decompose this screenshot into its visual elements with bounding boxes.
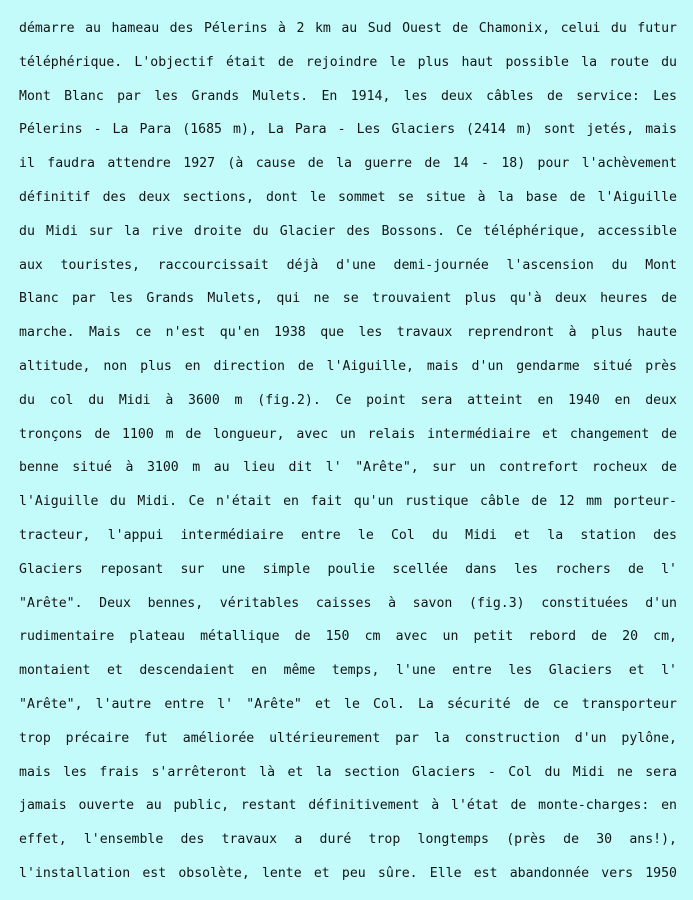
text-line-26: l'installation est obsolète, lente et peu sûre. Elle est abandonnée vers 1950	[19, 865, 677, 881]
text-line-18: "Arête". Deux bennes, véritables caisses à savon (fig.3) constituées d'un	[19, 595, 677, 611]
text-line-14: benne situé à 3100 m au lieu dit l' "Arête", sur un contrefort rocheux de	[19, 460, 677, 476]
text-line-6: définitif des deux sections, dont le sommet se situe à la base de l'Aiguille	[19, 189, 677, 205]
text-line-1: démarre au hameau des Pélerins à 2 km au Sud Ouest de Chamonix, celui du futur	[19, 21, 677, 36]
text-line-22: trop précaire fut améliorée ultérieurement par la construction d'un pylône,	[19, 730, 677, 746]
text-line-11: altitude, non plus en direction de l'Aiguille, mais d'un gendarme situé près	[19, 358, 677, 374]
text-line-2: téléphérique. L'objectif était de rejoindre le plus haut possible la route du	[19, 54, 677, 70]
text-line-3: Mont Blanc par les Grands Mulets. En 1914, les deux câbles de service: Les	[19, 88, 677, 104]
text-line-8: aux touristes, raccourcissait déjà d'une demi-journée l'ascension du Mont	[19, 257, 677, 273]
text-line-21: "Arête", l'autre entre l' "Arête" et le Col. La sécurité de ce transporteur	[19, 696, 677, 712]
text-line-23: mais les frais s'arrêteront là et la section Glaciers - Col du Midi ne sera	[19, 764, 677, 780]
text-line-20: montaient et descendaient en même temps, l'une entre les Glaciers et l'	[19, 663, 677, 679]
text-line-24: jamais ouverte au public, restant définitivement à l'état de monte-charges: en	[19, 798, 677, 814]
text-line-19: rudimentaire plateau métallique de 150 cm avec un petit rebord de 20 cm,	[19, 629, 677, 645]
text-line-5: il faudra attendre 1927 (à cause de la guerre de 14 - 18) pour l'achèvement	[19, 156, 677, 172]
text-line-25: effet, l'ensemble des travaux a duré trop longtemps (près de 30 ans!),	[19, 832, 677, 848]
text-line-4: Pélerins - La Para (1685 m), La Para - Les Glaciers (2414 m) sont jetés, mais	[19, 122, 677, 138]
text-line-9: Blanc par les Grands Mulets, qui ne se trouvaient plus qu'à deux heures de	[19, 291, 677, 307]
text-line-12: du col du Midi à 3600 m (fig.2). Ce point sera atteint en 1940 en deux	[19, 392, 677, 408]
text-line-16: tracteur, l'appui intermédiaire entre le Col du Midi et la station des	[19, 527, 677, 543]
text-line-13: tronçons de 1100 m de longueur, avec un relais intermédiaire et changement de	[19, 426, 677, 442]
text-line-17: Glaciers reposant sur une simple poulie scellée dans les rochers de l'	[19, 561, 677, 577]
text-line-15: l'Aiguille du Midi. Ce n'était en fait qu'un rustique câble de 12 mm porteur-	[19, 494, 677, 510]
text-line-7: du Midi sur la rive droite du Glacier des Bossons. Ce téléphérique, accessible	[19, 223, 677, 239]
text-line-10: marche. Mais ce n'est qu'en 1938 que les travaux reprendront à plus haute	[19, 325, 677, 341]
